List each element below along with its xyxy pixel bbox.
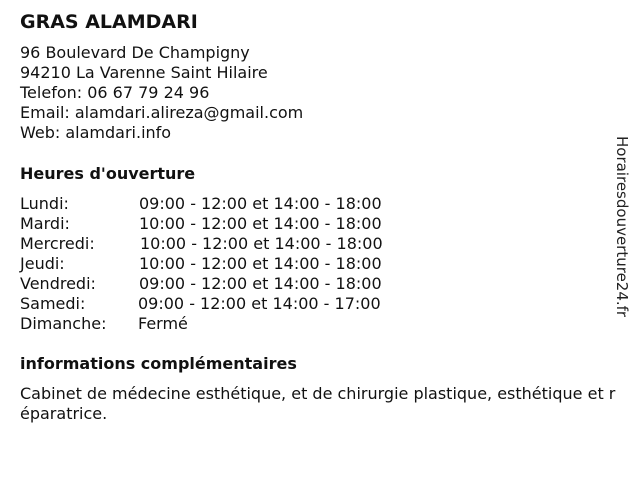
phone-number: Telefon: 06 67 79 24 96 xyxy=(20,83,210,102)
day-label: Samedi: xyxy=(20,294,86,313)
time-value: 09:00 - 12:00 et 14:00 - 17:00 xyxy=(138,294,381,313)
watermark xyxy=(611,136,633,346)
address-line-2: 94210 La Varenne Saint Hilaire xyxy=(20,63,268,82)
hours-row-friday xyxy=(20,274,440,294)
hours-row-wednesday xyxy=(20,234,440,254)
hours-row-sunday xyxy=(20,314,440,334)
hours-row-thursday xyxy=(20,254,440,274)
day-label: Dimanche: xyxy=(20,314,107,333)
watermark-text: Horairesdouverture24.fr xyxy=(613,136,631,318)
hours-row-tuesday xyxy=(20,214,440,234)
hours-row-saturday xyxy=(20,294,440,314)
time-value: 10:00 - 12:00 et 14:00 - 18:00 xyxy=(139,214,382,233)
day-label: Jeudi: xyxy=(20,254,65,273)
day-label: Lundi: xyxy=(20,194,69,213)
business-description: Cabinet de médecine esthétique, et de chirurgie plastique, esthétique et réparatrice. xyxy=(20,384,616,423)
hours-row-monday xyxy=(20,194,440,214)
time-value: Fermé xyxy=(138,314,188,333)
business-name: GRAS ALAMDARI xyxy=(20,11,198,33)
opening-hours-table xyxy=(20,194,440,334)
day-label: Mercredi: xyxy=(20,234,95,253)
additional-info-title: informations complémentaires xyxy=(20,354,297,373)
day-label: Vendredi: xyxy=(20,274,96,293)
time-value: 10:00 - 12:00 et 14:00 - 18:00 xyxy=(139,254,382,273)
time-value: 10:00 - 12:00 et 14:00 - 18:00 xyxy=(140,234,383,253)
time-value: 09:00 - 12:00 et 14:00 - 18:00 xyxy=(139,194,382,213)
website: Web: alamdari.info xyxy=(20,123,172,142)
time-value: 09:00 - 12:00 et 14:00 - 18:00 xyxy=(139,274,382,293)
day-label: Mardi: xyxy=(20,214,70,233)
contact-block xyxy=(20,43,303,143)
opening-hours-title: Heures d'ouverture xyxy=(20,164,196,183)
email-address: Email: alamdari.alireza@gmail.com xyxy=(20,103,304,122)
address-line-1: 96 Boulevard De Champigny xyxy=(20,43,250,62)
